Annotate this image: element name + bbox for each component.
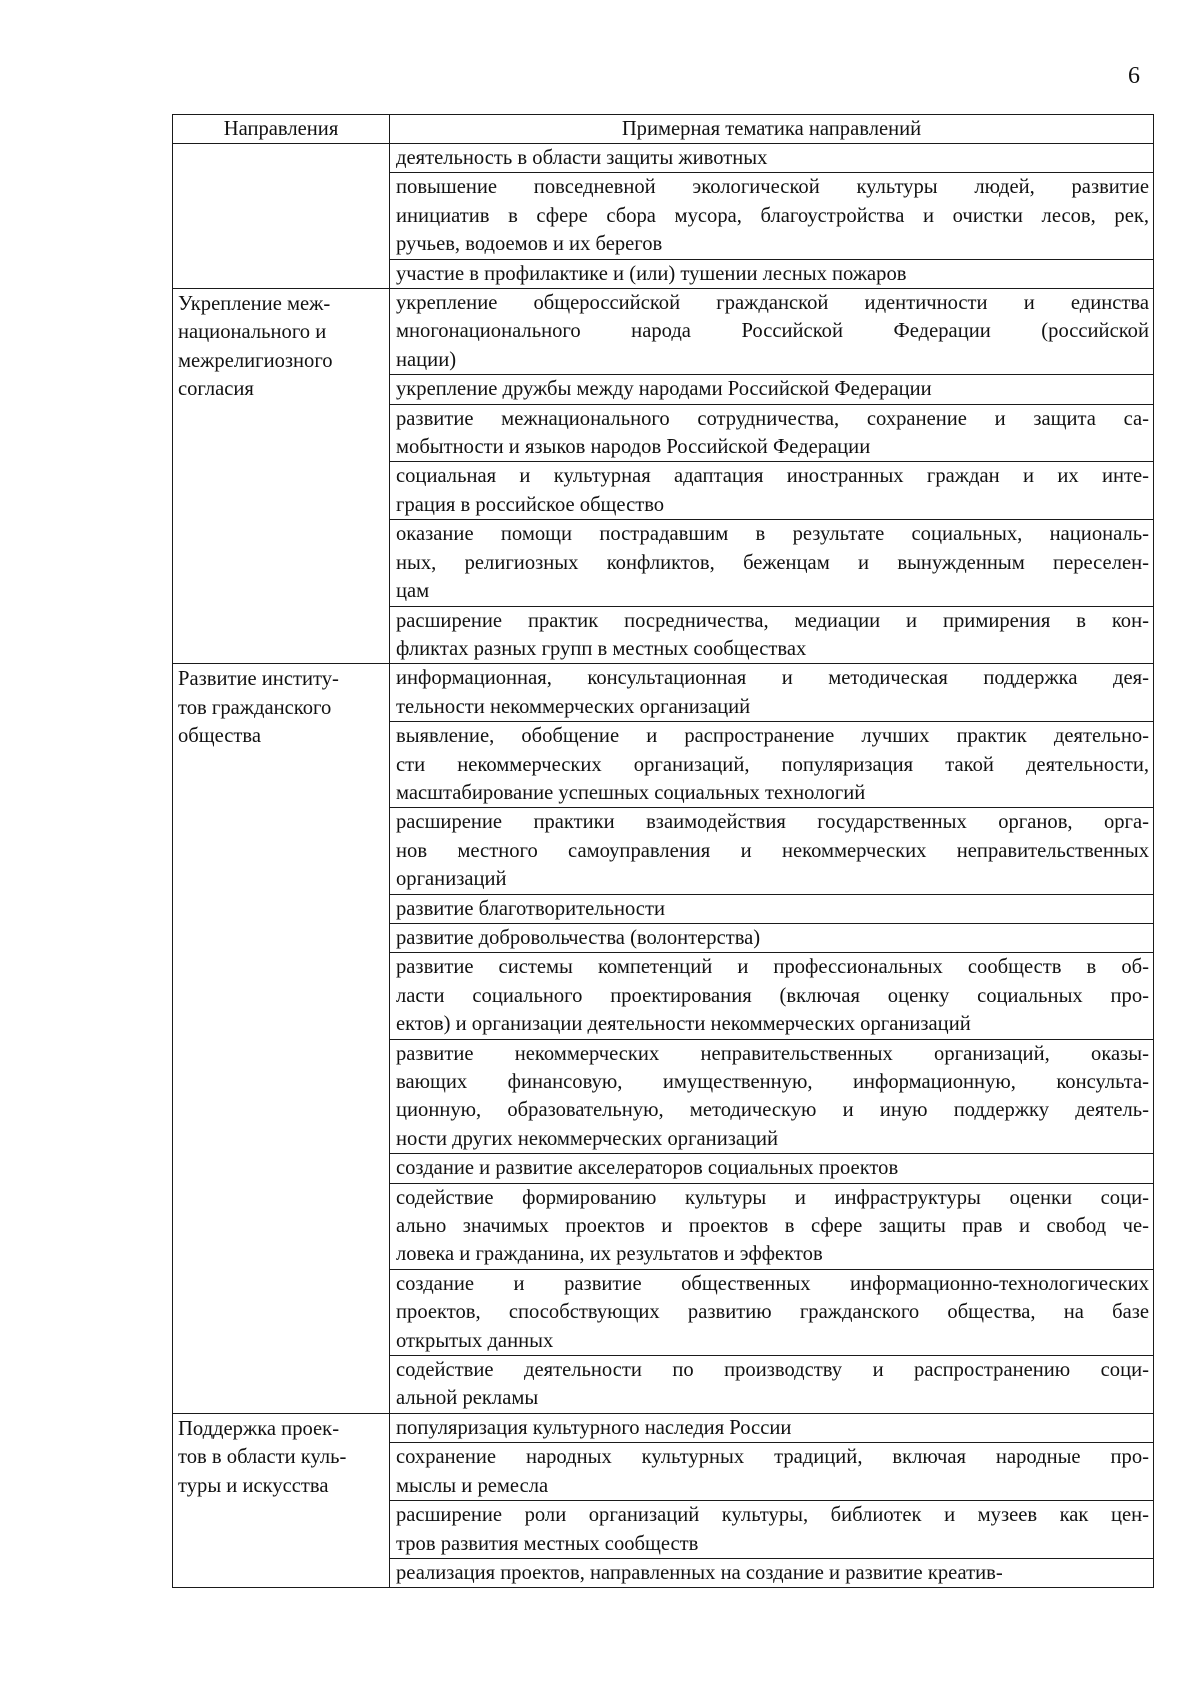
topic-line: ности других некоммерческих организаций	[396, 1127, 779, 1150]
table-header-row	[173, 115, 1154, 144]
direction-line: Укрепление меж-	[178, 293, 331, 316]
topic-cell	[390, 808, 1154, 894]
topic-line: многонационального народа Российской Федерации (российской	[396, 320, 1149, 343]
topic-cell	[390, 1413, 1154, 1442]
topic-line: популяризация культурного наследия России	[396, 1416, 792, 1439]
topic-line: проектов, способствующих развитию гражданского общества, на базе	[396, 1301, 1149, 1324]
topic-line: создание и развитие акселераторов социальных проектов	[396, 1157, 899, 1180]
topic-line: сохранение народных культурных традиций, включая народные про-	[396, 1446, 1149, 1469]
topic-cell	[390, 520, 1154, 606]
topic-line: нов местного самоуправления и некоммерческих неправительственных	[396, 839, 1149, 862]
direction-line: тов в области куль-	[178, 1446, 347, 1469]
topic-line: укрепление дружбы между народами Российской Федерации	[396, 378, 932, 401]
topic-line: оказание помощи пострадавшим в результате социальных, националь-	[396, 523, 1149, 546]
topic-line: ально значимых проектов и проектов в сфере защиты прав и свобод че-	[396, 1215, 1149, 1238]
direction-line: туры и искусства	[178, 1474, 329, 1497]
header-topics: Примерная тематика направлений	[390, 115, 1154, 144]
topic-cell	[390, 1039, 1154, 1154]
direction-line: согласия	[178, 378, 254, 401]
direction-line: Поддержка проек-	[178, 1417, 340, 1440]
direction-cell	[173, 144, 390, 289]
topic-cell	[390, 953, 1154, 1039]
directions-table	[172, 114, 1154, 1588]
topic-line: фликтах разных групп в местных сообществах	[396, 637, 807, 660]
topic-line: мобытности и языков народов Российской Федерации	[396, 436, 871, 459]
topic-cell	[390, 1269, 1154, 1355]
topic-cell	[390, 259, 1154, 288]
direction-line: Развитие институ-	[178, 668, 339, 691]
direction-cell	[173, 289, 390, 664]
topic-cell	[390, 1356, 1154, 1414]
topic-line: расширение роли организаций культуры, библиотек и музеев как цен-	[396, 1504, 1149, 1527]
topic-line: развитие системы компетенций и профессиональных сообществ в об-	[396, 956, 1149, 979]
topic-line: выявление, обобщение и распространение лучших практик деятельно-	[396, 725, 1149, 748]
topic-line: реализация проектов, направленных на создание и развитие креатив-	[396, 1561, 1003, 1584]
topic-line: информационная, консультационная и методическая поддержка дея-	[396, 667, 1149, 690]
topic-cell	[390, 173, 1154, 259]
topic-cell	[390, 375, 1154, 404]
topic-line: масштабирование успешных социальных технологий	[396, 781, 866, 804]
topic-cell	[390, 1443, 1154, 1501]
topic-line: развитие некоммерческих неправительственных организаций, оказы-	[396, 1042, 1149, 1065]
page-number: 6	[1128, 63, 1140, 89]
topic-line: цам	[396, 580, 430, 603]
topic-line: инициатив в сфере сбора мусора, благоустройства и очистки лесов, рек,	[396, 204, 1149, 227]
table-row	[173, 664, 1154, 722]
direction-line: общества	[178, 725, 262, 748]
topic-line: сти некоммерческих организаций, популяризация такой деятельности,	[396, 753, 1149, 776]
topic-line: ектов) и организации деятельности некоммерческих организаций	[396, 1013, 971, 1036]
topic-line: организаций	[396, 868, 507, 891]
topic-cell	[390, 404, 1154, 462]
direction-line: тов гражданского	[178, 696, 332, 719]
header-directions: Направления	[173, 115, 390, 144]
topic-cell	[390, 923, 1154, 952]
direction-cell	[173, 1413, 390, 1587]
topic-line: нации)	[396, 348, 457, 371]
topic-cell	[390, 462, 1154, 520]
table-row	[173, 289, 1154, 375]
topic-line: ционную, образовательную, методическую и иную поддержку деятель-	[396, 1099, 1149, 1122]
topic-line: расширение практики взаимодействия государственных органов, орга-	[396, 811, 1149, 834]
direction-line: межрелигиозного	[178, 349, 333, 372]
table-row	[173, 1413, 1154, 1442]
topic-cell	[390, 144, 1154, 173]
topic-line: грация в российское общество	[396, 493, 665, 516]
topic-line: вающих финансовую, имущественную, информационную, консульта-	[396, 1071, 1149, 1093]
topic-line: мыслы и ремесла	[396, 1474, 549, 1497]
topic-line: содействие деятельности по производству и распространению соци-	[396, 1359, 1149, 1382]
topic-cell	[390, 1501, 1154, 1559]
topic-cell	[390, 1558, 1154, 1587]
topic-line: содействие формированию культуры и инфраструктуры оценки соци-	[396, 1186, 1149, 1209]
topic-line: деятельность в области защиты животных	[396, 147, 768, 169]
topic-line: расширение практик посредничества, медиации и примирения в кон-	[396, 609, 1149, 632]
table-row	[173, 144, 1154, 173]
topic-line: участие в профилактике и (или) тушении лесных пожаров	[396, 262, 907, 285]
topic-line: тельности некоммерческих организаций	[396, 695, 751, 718]
direction-line: национального и	[178, 321, 327, 344]
topic-cell	[390, 894, 1154, 923]
topic-cell	[390, 722, 1154, 808]
topic-cell	[390, 1183, 1154, 1269]
table-body	[173, 144, 1154, 1588]
topic-line: тров развития местных сообществ	[396, 1532, 699, 1555]
topic-line: ласти социального проектирования (включая оценку социальных про-	[396, 984, 1149, 1007]
direction-cell	[173, 664, 390, 1414]
topic-line: ручьев, водоемов и их берегов	[396, 233, 663, 256]
topic-line: альной рекламы	[396, 1387, 539, 1410]
topic-cell	[390, 606, 1154, 664]
topic-line: укрепление общероссийской гражданской идентичности и единства	[396, 292, 1149, 315]
topic-line: социальная и культурная адаптация иностранных граждан и их инте-	[396, 465, 1149, 488]
topic-cell	[390, 289, 1154, 375]
topic-line: развитие межнационального сотрудничества, сохранение и защита са-	[396, 407, 1149, 430]
topic-line: открытых данных	[396, 1329, 554, 1352]
topic-cell	[390, 664, 1154, 722]
topic-line: создание и развитие общественных информационно-технологических	[396, 1272, 1149, 1295]
topic-line: ных, религиозных конфликтов, беженцам и вынужденным переселен-	[396, 551, 1149, 574]
topic-line: развитие благотворительности	[396, 897, 665, 920]
topic-line: ловека и гражданина, их результатов и эффектов	[396, 1243, 823, 1266]
topic-line: развитие добровольчества (волонтерства)	[396, 926, 761, 949]
topic-cell	[390, 1154, 1154, 1183]
topic-line: повышение повседневной экологической культуры людей, развитие	[396, 176, 1149, 199]
